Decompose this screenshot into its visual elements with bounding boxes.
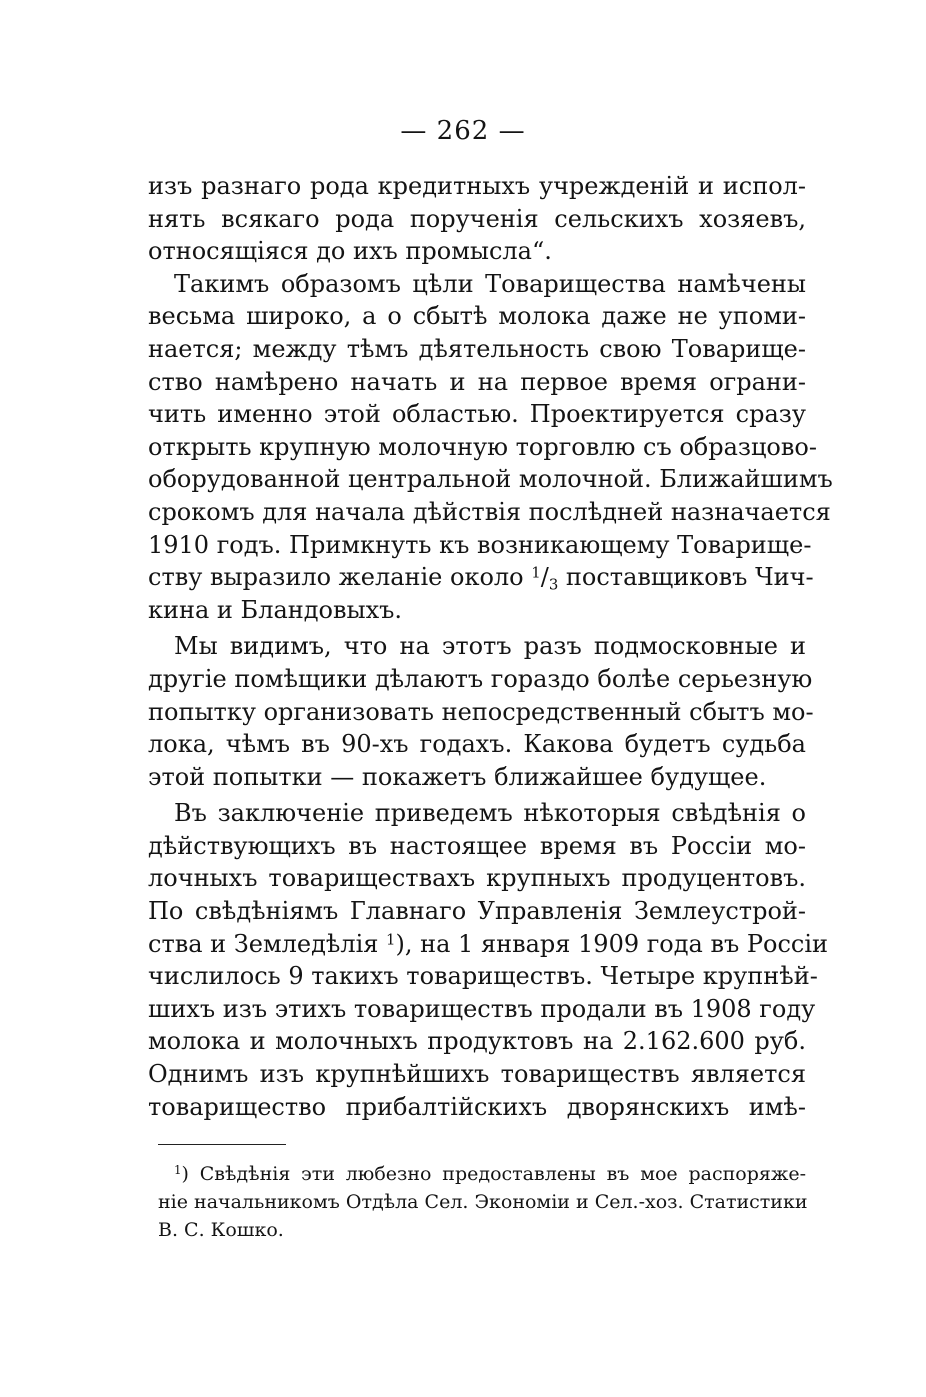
text-segment: ству выразило желаніе около xyxy=(148,563,532,592)
paragraph-3 xyxy=(148,630,814,793)
text-line: нять всякаго рода порученія сельскихъ хозяевъ, xyxy=(148,204,806,233)
text-line: оборудованной центральной молочной. Ближайшимъ xyxy=(148,465,833,494)
fraction-numerator: 1 xyxy=(531,563,541,582)
text-line: 1910 годъ. Примкнуть къ возникающему Товарище- xyxy=(148,530,812,559)
text-line: Мы видимъ, что на этотъ разъ подмосковные и xyxy=(174,632,806,661)
text-segment: поставщиковъ Чич- xyxy=(558,563,814,592)
footnote-line: В. С. Кошко. xyxy=(158,1219,284,1241)
text-line: лочныхъ товариществахъ крупныхъ продуцентовъ. xyxy=(148,864,806,893)
text-line: открыть крупную молочную торговлю съ образцово- xyxy=(148,432,817,461)
fraction-denominator: 3 xyxy=(548,575,559,594)
text-line: чить именно этой областью. Проектируется сразу xyxy=(148,400,806,429)
text-line: товарищество прибалтійскихъ дворянскихъ имѣ- xyxy=(148,1092,806,1121)
footnote-marker-close: ) xyxy=(181,1163,189,1185)
text-line: другіе помѣщики дѣлаютъ гораздо болѣе серьезную xyxy=(148,664,813,693)
text-line-with-footnote-ref xyxy=(148,928,829,961)
text-line: кина и Бландовыхъ. xyxy=(148,595,403,624)
page-number: — 262 — xyxy=(400,116,526,146)
text-segment: Свѣдѣнія эти любезно предоставлены въ мое распоряже- xyxy=(188,1163,806,1185)
text-line: лока, чѣмъ въ 90-хъ годахъ. Какова будетъ судьба xyxy=(148,730,806,759)
footnote-reference[interactable]: 1 xyxy=(386,930,396,949)
footnote xyxy=(158,1160,806,1244)
text-line: попытку организовать непосредственный сбытъ мо- xyxy=(148,697,814,726)
text-line: молока и молочныхъ продуктовъ на 2.162.600 руб. xyxy=(148,1027,806,1056)
text-line: Однимъ изъ крупнѣйшихъ товариществъ является xyxy=(148,1060,806,1089)
paragraph-2 xyxy=(148,268,833,627)
footnote-divider xyxy=(158,1144,286,1145)
footnote-line xyxy=(158,1160,806,1188)
text-segment: ), на 1 января 1909 года въ Россіи xyxy=(395,929,829,958)
paragraph-4 xyxy=(148,797,829,1123)
text-line: этой попытки — покажетъ ближайшее будущее. xyxy=(148,762,767,791)
text-segment: ства и Земледѣлія xyxy=(148,929,387,958)
footnote-marker: 1 xyxy=(174,1163,182,1178)
text-line: изъ разнаго рода кредитныхъ учрежденій и испол- xyxy=(148,172,806,200)
main-text xyxy=(148,170,833,1123)
text-line: Въ заключеніе приведемъ нѣкоторыя свѣдѣнія о xyxy=(174,799,806,828)
text-line-with-fraction xyxy=(148,561,814,594)
text-line: По свѣдѣніямъ Главнаго Управленія Землеустрой- xyxy=(148,897,806,926)
fraction-slash: / xyxy=(540,563,549,592)
text-line: нается; между тѣмъ дѣятельность свою Товарище- xyxy=(148,334,806,363)
footnote-line: ніе начальникомъ Отдѣла Сел. Экономіи и Сел.-хоз. Статистики xyxy=(158,1191,808,1213)
text-line: числилось 9 такихъ товариществъ. Четыре крупнѣй- xyxy=(148,962,818,991)
text-line: шихъ изъ этихъ товариществъ продали въ 1908 году xyxy=(148,994,816,1023)
text-line: ство намѣрено начать и на первое время ограни- xyxy=(148,367,806,396)
text-line: относящіяся до ихъ промысла“. xyxy=(148,237,552,266)
text-line: весьма широко, а о сбытѣ молока даже не упоми- xyxy=(148,302,806,331)
text-line: дѣйствующихъ въ настоящее время въ Россіи мо- xyxy=(148,831,806,860)
text-line: Такимъ образомъ цѣли Товарищества намѣчены xyxy=(174,269,806,298)
paragraph-1 xyxy=(148,170,806,268)
text-line: срокомъ для начала дѣйствія послѣдней назначается xyxy=(148,497,831,526)
